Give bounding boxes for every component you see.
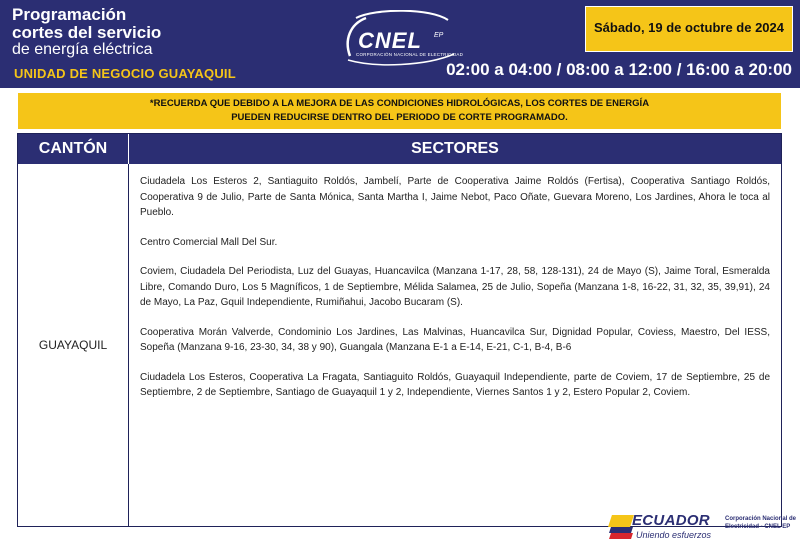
column-header-sectors: SECTORES [411, 140, 499, 157]
sector-group: Centro Comercial Mall Del Sur. [140, 236, 278, 248]
ecuador-wordmark: ECUADOR [632, 512, 710, 529]
canton-cell [18, 164, 128, 526]
notice-line-1: *RECUERDA QUE DEBIDO A LA MEJORA DE LAS CONDICIONES HIDROLÓGICAS, LOS CORTES DE ENERGÍA [149, 98, 650, 109]
date-badge [585, 6, 793, 52]
ecuador-footer-logo [610, 509, 796, 545]
outage-table [17, 133, 782, 527]
title-line-3: de energía eléctrica [12, 40, 153, 58]
sector-group: Ciudadela Los Esteros, Cooperativa La Fragata, Santiaguito Roldós, Guayaquil Independiente, parte de Coviem, 17 de Septiembre, 25 de Septiembre, 2 de Septiembre, Santiago de Guayaquil 1 y 2, Independiente, Viernes Santos 1 y 2, Estero Popular 2, Coviem. [140, 371, 770, 398]
header-banner [0, 0, 800, 88]
column-divider [128, 164, 129, 526]
sector-group: Cooperativa Morán Valverde, Condominio Los Jardines, Las Malvinas, Huancavilca Sur, Dignidad Popular, Coviess, Maestro, Del IESS, Sopeña (Manzana 9-16, 23-30, 34, 38 y 90), Guangala (Manzana E-1 a E-14, E-21, C-1, B-4, B-6 [140, 326, 770, 353]
time-slots: 02:00 a 04:00 / 08:00 a 12:00 / 16:00 a 20:00 [446, 60, 792, 79]
sector-group: Ciudadela Los Esteros 2, Santiaguito Roldós, Jambelí, Parte de Cooperativa Jaime Roldós (Fertisa), Cooperativa Santiago Roldós, Cooperativa 9 de Julio, Parte de Santa Mónica, Santa Martha I, Jaime Nebot, Paco Oñate, Guevara Moreno, Los Jardines, Ahora le toca al Pueblo. [140, 176, 770, 218]
ecuador-slogan: Uniendo esfuerzos [636, 530, 712, 540]
table-header-row [18, 134, 781, 164]
notice-line-2: PUEDEN REDUCIRSE DENTRO DEL PERIODO DE CORTE PROGRAMADO. [231, 112, 568, 123]
corporation-name: Corporación Nacional de Electricidad - CNEL EP [725, 516, 797, 530]
page-title [12, 6, 161, 58]
logo-wordmark: CNEL [358, 28, 422, 53]
column-header-canton: CANTÓN [18, 134, 129, 164]
title-line-2: cortes del servicio [12, 22, 162, 42]
sectors-cell [140, 174, 770, 415]
logo-suffix: EP [434, 32, 444, 39]
cnel-logo [336, 10, 468, 66]
canton-name: GUAYAQUIL [38, 338, 108, 352]
ecuador-flag-icon [610, 515, 632, 539]
logo-subtitle: CORPORACIÓN NACIONAL DE ELECTRICIDAD [356, 52, 464, 57]
title-line-1: Programación [12, 5, 127, 24]
business-unit-label: UNIDAD DE NEGOCIO GUAYAQUIL [14, 66, 236, 81]
sector-group: Coviem, Ciudadela Del Periodista, Luz del Guayas, Huancavilca (Manzana 1-17, 28, 58, 128-131), 24 de Mayo (S), Jaime Toral, Esmeralda Libre, Comando Duro, Los 5 Magníficos, 1 de Septiembre, Mélida Salamea, 25 de Julio, Sopeña (Manzana 1-8, 16-22, 31, 32, 35, 39,91), 24 de Mayo, La Paz, Gquil Independiente, Rumiñahui, Jacobo Bucaram (S). [140, 266, 770, 308]
date-text: Sábado, 19 de octubre de 2024 [593, 20, 785, 35]
notice-banner [18, 93, 781, 129]
